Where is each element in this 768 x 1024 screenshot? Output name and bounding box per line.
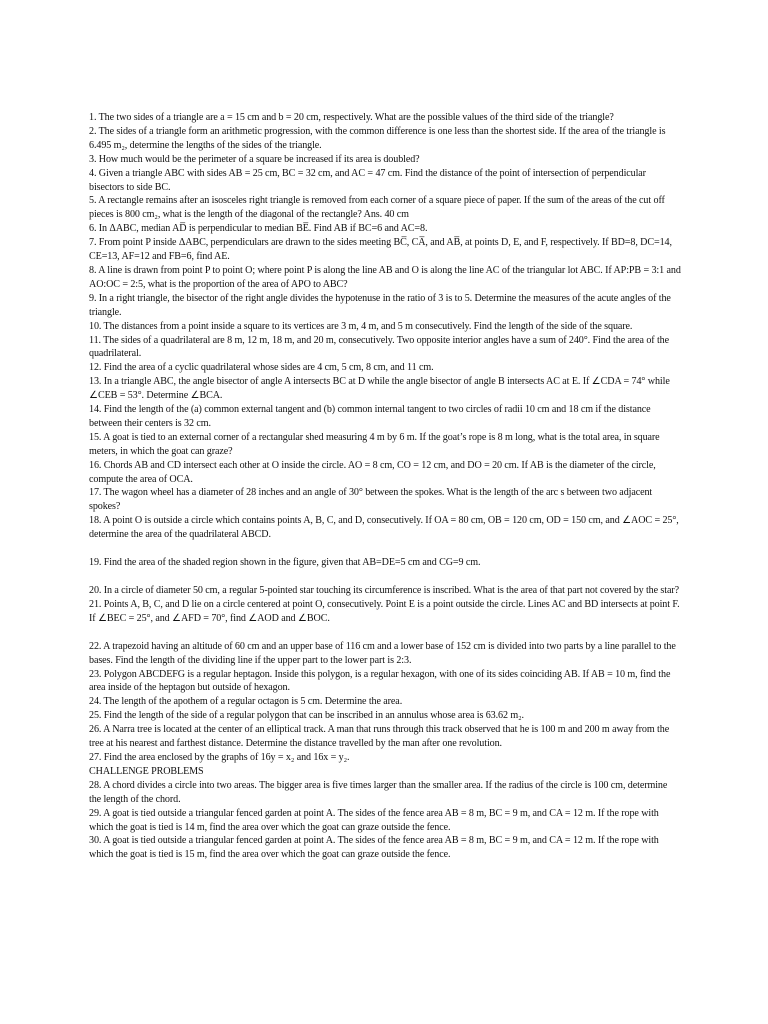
problem-item: 6. In ΔABC, median AD̅ is perpendicular to median BE̅. Find AB if BC=6 and AC=8. <box>89 223 428 235</box>
problem-item: 16. Chords AB and CD intersect each other at O inside the circle. AO = 8 cm, CO = 12 cm, and DO = 20 cm. If AB is the diameter of the circle, compute the area of OCA. <box>89 459 656 485</box>
problem-group-19 <box>89 556 681 570</box>
spacer <box>89 626 681 640</box>
problem-item: 2. The sides of a triangle form an arithmetic progression, with the common difference is one less than the shortest side. If the area of the triangle is 6.495 m₂, determine the lengths of the sides of the triangle. <box>89 125 666 151</box>
problem-item: 11. The sides of a quadrilateral are 8 m, 12 m, 18 m, and 20 m, consecutively. Two opposite interior angles have a sum of 240°. Find the area of the quadrilateral. <box>89 334 669 360</box>
problem-item: 13. In a triangle ABC, the angle bisector of angle A intersects BC at D while the angle bisector of angle B intersects AC at E. If ∠CDA = 74° while ∠CEB = 53°. Determine ∠BCA. <box>89 376 670 402</box>
problem-item: 17. The wagon wheel has a diameter of 28 inches and an angle of 30° between the spokes. What is the length of the arc s between two adjacent spokes? <box>89 487 653 513</box>
problem-item: 5. A rectangle remains after an isosceles right triangle is removed from each corner of a square piece of paper. If the sum of the areas of the cut off pieces is 800 cm₂, what is the length of the diagonal of the rectangle? Ans. 40 cm <box>89 195 665 221</box>
problem-item: 15. A goat is tied to an external corner of a rectangular shed measuring 4 m by 6 m. If the goat’s rope is 8 m long, what is the total area, in square meters, in which the goat can graze? <box>89 431 660 457</box>
problem-item: 19. Find the area of the shaded region shown in the figure, given that AB=DE=5 cm and CG=9 cm. <box>89 557 481 569</box>
problem-item: 14. Find the length of the (a) common external tangent and (b) common internal tangent to two circles of radii 10 cm and 18 cm if the distance between their centers is 32 cm. <box>89 404 651 429</box>
problem-item: 22. A trapezoid having an altitude of 60 cm and an upper base of 116 cm and a lower base of 152 cm is divided into two parts by a line parallel to the bases. Find the length of the dividing line if the upper part to the lower part is 2:3. <box>89 640 676 666</box>
problem-group-1-18 <box>89 111 681 542</box>
problem-item: 26. A Narra tree is located at the center of an elliptical track. A man that runs through this track observed that he is 100 m and 200 m away from the tree at his nearest and farthest distance. Determine the distance travelled by the man after one revolution. <box>89 724 670 750</box>
problem-item: 12. Find the area of a cyclic quadrilateral whose sides are 4 cm, 5 cm, 8 cm, and 11 cm. <box>89 362 434 374</box>
problem-item: 4. Given a triangle ABC with sides AB = 25 cm, BC = 32 cm, and AC = 47 cm. Find the distance of the point of intersection of perpendicular bisectors to side BC. <box>89 167 646 193</box>
problem-item: 9. In a right triangle, the bisector of the right angle divides the hypotenuse in the ratio of 3 is to 5. Determine the measures of the acute angles of the triangle. <box>89 292 671 318</box>
problem-item: 20. In a circle of diameter 50 cm, a regular 5-pointed star touching its circumference is inscribed. What is the area of that part not covered by the star? <box>89 585 679 596</box>
problem-item: 29. A goat is tied outside a triangular fenced garden at point A. The sides of the fence area AB = 8 m, BC = 9 m, and CA = 12 m. If the rope with which the goat is tied is 14 m, find the area over which the goat can graze outside the fence. <box>89 807 659 833</box>
problem-group-22-27 <box>89 640 681 765</box>
problem-item: 30. A goat is tied outside a triangular fenced garden at point A. The sides of the fence area AB = 8 m, BC = 9 m, and CA = 12 m. If the rope with which the goat is tied is 15 m, find the area over which the goat can graze outside the fence. <box>89 835 659 861</box>
problem-item: 7. From point P inside ΔABC, perpendiculars are drawn to the sides meeting BC̅, CA̅, and AB̅, at points D, E, and F, respectively. If BD=8, DC=14, CE=13, AF=12 and FB=6, find AE. <box>89 237 672 263</box>
spacer <box>89 570 681 584</box>
problem-item: 23. Polygon ABCDEFG is a regular heptagon. Inside this polygon, is a regular hexagon, with one of its sides coinciding AB. If AB = 10 m, find the area inside of the heptagon but outside of hexagon. <box>89 668 671 694</box>
problem-item: 27. Find the area enclosed by the graphs of 16y = x₂ and 16x = y₂. <box>89 751 350 763</box>
problem-item: 3. How much would be the perimeter of a square be increased if its area is doubled? <box>89 153 420 165</box>
problem-item: 28. A chord divides a circle into two areas. The bigger area is five times larger than the smaller area. If the radius of the circle is 100 cm, determine the length of the chord. <box>89 779 668 805</box>
problem-item: 1. The two sides of a triangle are a = 15 cm and b = 20 cm, respectively. What are the possible values of the third side of the triangle? <box>89 112 614 123</box>
problem-item: 10. The distances from a point inside a square to its vertices are 3 m, 4 m, and 5 m consecutively. Find the length of the side of the square. <box>89 320 633 332</box>
problem-sheet <box>89 111 681 862</box>
problem-group-20-21 <box>89 584 681 626</box>
problem-item: 25. Find the length of the side of a regular polygon that can be inscribed in an annulus whose area is 63.62 m₂. <box>89 710 524 722</box>
problem-group-challenge <box>89 779 681 862</box>
spacer <box>89 542 681 556</box>
problem-item: 8. A line is drawn from point P to point O; where point P is along the line AB and O is along the line AC of the triangular lot ABC. If AP:PB = 3:1 and AO:OC = 2:5, what is the proportion of the area of APO to ABC? <box>89 264 681 290</box>
challenge-heading: CHALLENGE PROBLEMS <box>89 765 204 777</box>
problem-item: 24. The length of the apothem of a regular octagon is 5 cm. Determine the area. <box>89 696 403 708</box>
problem-item: 18. A point O is outside a circle which contains points A, B, C, and D, consecutively. If OA = 80 cm, OB = 120 cm, OD = 150 cm, and ∠AOC = 25°, determine the area of the quadrilateral ABCD. <box>89 515 679 541</box>
problem-item: 21. Points A, B, C, and D lie on a circle centered at point O, consecutively. Point E is a point outside the circle. Lines AC and BD intersects at point F. If ∠BEC = 25°, and ∠AFD = 70°, find ∠AOD and ∠BOC. <box>89 598 680 624</box>
